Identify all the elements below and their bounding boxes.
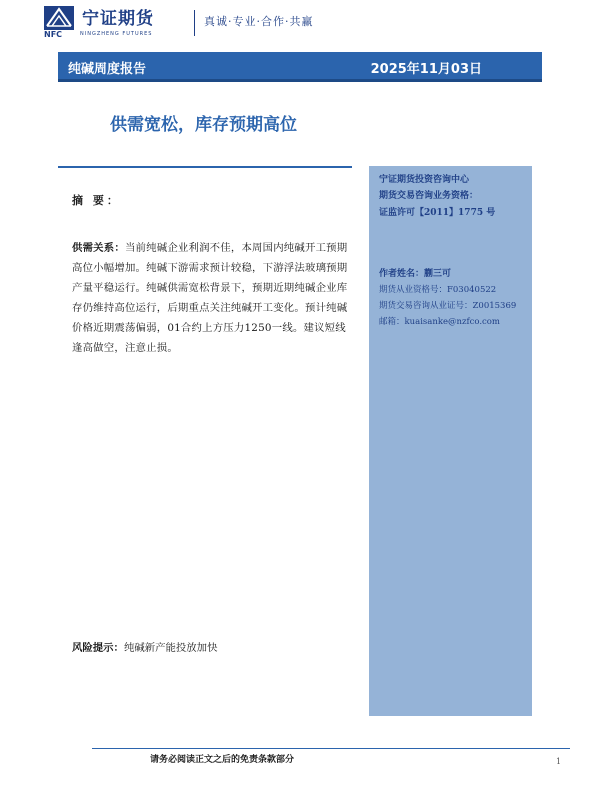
author-name: 作者姓名：蒯三可 — [379, 269, 452, 279]
report-type: 纯碱周度报告 — [68, 62, 147, 77]
company-slogan: 真诚·专业·合作·共赢 — [204, 15, 314, 28]
summary-heading: 摘 要： — [72, 194, 121, 207]
footer-divider — [92, 748, 570, 749]
brand-name-cn: 宁证期货 — [82, 9, 154, 29]
author-email: 邮箱：kuaisanke@nzfco.com — [379, 317, 500, 327]
license-label: 期货交易咨询业务资格： — [379, 191, 479, 201]
research-center-name: 宁证期货投资咨询中心 — [379, 175, 470, 185]
logo-divider — [194, 10, 195, 36]
company-logo — [44, 6, 334, 38]
supply-demand-label: 供需关系： — [72, 242, 125, 254]
risk-label: 风险提示： — [72, 642, 124, 654]
footer-disclaimer: 请务必阅读正文之后的免责条款部分 — [150, 755, 295, 765]
supply-demand-text: 当前纯碱企业利润不佳，本周国内纯碱开工预期高位小幅增加。纯碱下游需求预计较稳，下游浮法玻璃预期产量平稳运行。纯碱供需宽松背景下，预期近期纯碱企业库存仍维持高位运行，后期重点关注纯碱开工变化。预计纯碱价格近期震荡偏弱，01合约上方压力1250一线。建议短线逢高做空，注意止损。 — [72, 242, 348, 354]
license-number: 证监许可【2011】1775 号 — [379, 208, 496, 218]
report-date: 2025年11月03日 — [370, 62, 482, 77]
section-divider — [58, 166, 352, 168]
page-number: 1 — [556, 757, 562, 766]
nfc-logo-icon — [44, 6, 74, 30]
consulting-qualification: 期货交易咨询从业证号：Z0015369 — [379, 301, 517, 311]
supply-demand-paragraph — [72, 238, 350, 358]
futures-qualification: 期货从业资格号：F03040522 — [379, 285, 497, 295]
risk-paragraph — [72, 639, 217, 654]
risk-text: 纯碱新产能投放加快 — [123, 642, 218, 654]
brand-name-en-sub: NINGZHENG FUTURES — [80, 31, 153, 37]
brand-name-en: NFC — [44, 30, 63, 39]
report-headline: 供需宽松，库存预期高位 — [110, 115, 297, 135]
report-banner — [58, 52, 542, 82]
info-sidebar — [369, 166, 532, 716]
